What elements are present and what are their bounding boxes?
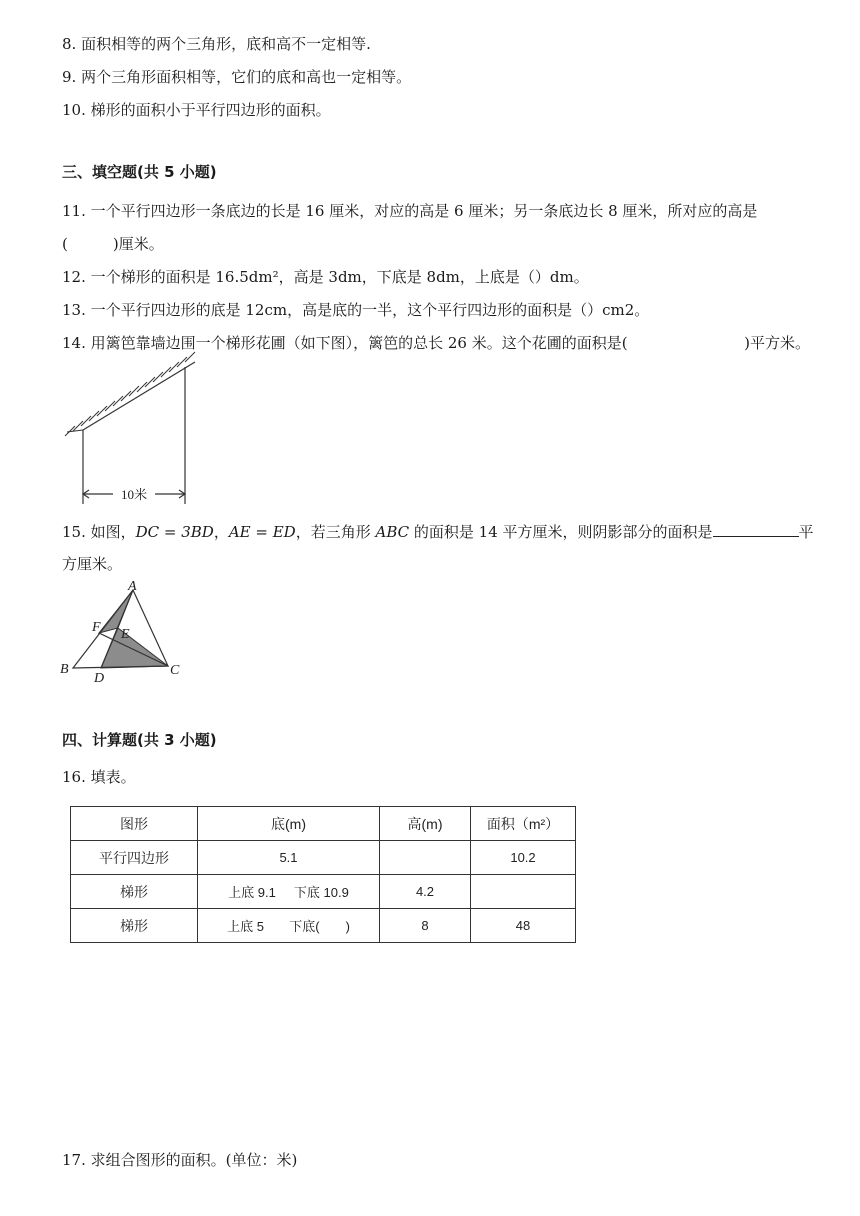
table-row — [71, 841, 576, 875]
cell-height: 4.2 — [380, 875, 471, 909]
question-17: 17. 求组合图形的面积。(单位：米) — [62, 1151, 298, 1169]
cell-area[interactable] — [471, 875, 576, 909]
question-9: 9. 两个三角形面积相等，它们的底和高也一定相等。 — [62, 68, 412, 86]
cell-area: 10.2 — [471, 841, 576, 875]
cell-base: 5.1 — [198, 841, 380, 875]
table-header-row — [71, 807, 576, 841]
lower-base: 下底( ) — [289, 919, 350, 934]
cell-shape: 平行四边形 — [71, 841, 198, 875]
header-height: 高(m) — [380, 807, 471, 841]
header-shape: 图形 — [71, 807, 198, 841]
question-12: 12. 一个梯形的面积是 16.5dm²，高是 3dm，下底是 8dm，上底是（）dm。 — [62, 268, 589, 286]
lower-base: 下底 10.9 — [293, 885, 349, 900]
table-row — [71, 909, 576, 943]
figure-14-trapezoid-garden — [55, 352, 215, 512]
question-8: 8. 面积相等的两个三角形，底和高不一定相等. — [62, 35, 371, 53]
question-15-suffix: 的面积是 14 平方厘米，则阴影部分的面积是 — [409, 523, 713, 541]
question-16: 16. 填表。 — [62, 768, 136, 786]
question-13: 13. 一个平行四边形的底是 12cm，高是底的一半，这个平行四边形的面积是（）cm2。 — [62, 301, 650, 319]
section-heading-calculation: 四、计算题(共 3 小题) — [62, 731, 217, 749]
cell-shape: 梯形 — [71, 909, 198, 943]
question-14 — [62, 333, 832, 353]
question-15-line1 — [62, 522, 832, 542]
question-11-line2: ( )厘米。 — [62, 235, 164, 253]
question-15-condition-1: DC = 3BD — [135, 523, 214, 541]
label-b: B — [60, 662, 69, 677]
cell-shape: 梯形 — [71, 875, 198, 909]
question-14-text: 14. 用篱笆靠墙边围一个梯形花圃（如下图），篱笆的总长 26 米。这个花圃的面积是( — [62, 334, 628, 352]
header-base: 底(m) — [198, 807, 380, 841]
question-15-end: 平 — [798, 523, 814, 541]
table-row — [71, 875, 576, 909]
cell-height: 8 — [380, 909, 471, 943]
question-15-condition-2: AE = ED — [228, 523, 296, 541]
header-area: 面积（m²） — [471, 807, 576, 841]
figure-15-triangle — [58, 578, 188, 688]
fill-table — [70, 806, 576, 943]
label-d: D — [94, 671, 105, 686]
shaded-region — [99, 590, 168, 668]
upper-base: 上底 9.1 — [228, 885, 276, 900]
question-15-prefix: 15. 如图， — [62, 523, 136, 541]
label-e: E — [121, 627, 130, 642]
question-10: 10. 梯形的面积小于平行四边形的面积。 — [62, 101, 331, 119]
question-15-separator: ， — [213, 523, 229, 541]
question-15-middle: ，若三角形 — [295, 523, 376, 541]
cell-height[interactable] — [380, 841, 471, 875]
label-c: C — [170, 663, 180, 678]
question-15-triangle-name: ABC — [375, 523, 410, 541]
answer-blank — [713, 522, 799, 537]
figure-14-dimension-label: 10米 — [120, 487, 148, 502]
label-f: F — [92, 620, 101, 635]
label-a: A — [128, 579, 137, 594]
question-11-line1: 11. 一个平行四边形一条底边的长是 16 厘米，对应的高是 6 厘米；另一条底边长 8 厘米，所对应的高是 — [62, 202, 758, 220]
question-15-line2: 方厘米。 — [62, 555, 123, 573]
cell-base[interactable] — [198, 909, 380, 943]
section-heading-fill-blank: 三、填空题(共 5 小题) — [62, 163, 217, 181]
cell-base — [198, 875, 380, 909]
cell-area: 48 — [471, 909, 576, 943]
upper-base: 上底 5 — [227, 919, 264, 934]
shaded-triangle-lower — [101, 628, 168, 668]
question-14-unit: )平方米。 — [744, 334, 810, 352]
